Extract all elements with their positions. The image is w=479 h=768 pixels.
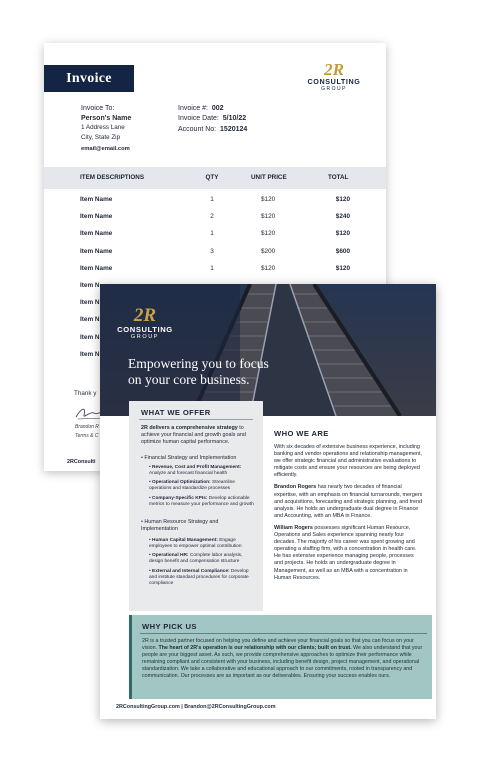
row-unit: $120 <box>261 213 276 221</box>
who-title: WHO WE ARE <box>274 429 329 438</box>
flyer-footer-contact[interactable]: 2RConsultingGroup.com | Brandon@2RConsultingGroup.com <box>116 704 276 710</box>
table-row <box>44 260 386 277</box>
row-qty: 3 <box>210 247 214 255</box>
table-row <box>44 243 386 260</box>
account-label: Account No: <box>178 125 217 133</box>
hero-headline <box>128 356 328 388</box>
who-paragraph-1: With six decades of extensive business experience, including banking and vendor operations and relationship management, we offer strategic financial and administrative evaluations to mitigate costs and ensure your resources are being deployed efficiently. <box>274 444 423 479</box>
row-qty: 1 <box>210 196 214 203</box>
person-name: Person's Name <box>81 114 132 122</box>
row-total: $600 <box>335 247 350 255</box>
list-item: • Human Capital Management: Engage employees to empower optimal contribution <box>149 538 242 550</box>
table-header <box>44 167 386 189</box>
why-paragraph: 2R is a trusted partner focused on helping you define and achieve your financial goals so that you can focus on your vision. The heart of 2R's operation is our relationship with our clients; built on trust. We also understand that your people are your biggest asset. As such, we provide comprehensive approaches to optimize their performance while remaining compliant and consistent with your business, including benefit design, project management, and operational standardization. We take a collaborative and educational approach to our commitments, rooted in transparency and communication. Our processes are as important as our deliverables. Ensuring your success enables ours. <box>142 638 423 679</box>
who-we-are-section <box>274 429 424 587</box>
row-desc: Item N <box>80 316 100 324</box>
offer-group-1-list <box>149 465 255 511</box>
signer-name: Brandon R <box>75 424 99 430</box>
offer-intro-rest: to achieve your financial and growth goals and optimize human capital performance. <box>141 425 246 446</box>
invoice-date-label: Invoice Date: <box>178 115 219 123</box>
logo-name: CONSULTING <box>307 77 361 86</box>
row-desc: Item N <box>80 299 100 307</box>
row-desc: Item Name <box>80 247 113 255</box>
email-address: email@email.com <box>81 146 130 152</box>
header-unit: UNIT PRICE <box>251 174 287 181</box>
address-line-2: City, State Zip <box>81 133 121 141</box>
terms-text: Terms & C <box>75 433 99 439</box>
row-unit: $120 <box>261 264 276 272</box>
row-desc: Item N <box>80 281 100 289</box>
list-item: • External and Internal Compliance: Develop and institute standard procedures for corporate compliance <box>149 568 249 586</box>
invoice-title: Invoice <box>44 65 134 92</box>
header-qty: QTY <box>205 174 219 181</box>
row-total: $120 <box>335 196 350 203</box>
invoice-to-block <box>81 104 131 155</box>
invoice-date-value: 5/10/22 <box>222 115 247 123</box>
offer-group-1: • Financial Strategy and Implementation <box>141 455 237 461</box>
row-qty: 1 <box>210 264 214 272</box>
list-item: • Company-Specific KPIs: Develop actionable metrics to measure your performance and growth <box>149 495 254 507</box>
who-paragraph-2: Brandon Rogers has nearly two decades of financial expertise, with an emphasis on financial turnarounds, mergers and acquisitions, forecasting and strategic planning, and trend analysis. He holds an undergraduate dual degree in Finance and Accounting, with an MBA in Finance. <box>274 484 423 519</box>
flyer-page <box>100 284 436 719</box>
thank-you-text: Thank y <box>74 390 97 397</box>
who-paragraph-3: William Rogers possesses significant Human Resource, Operations and Sales experience spanning nearly four decades. The majority of his career was spent growing and operating a staffing firm, with a concentration in health care. He has extensive experience managing people, processes and projects. He holds an undergraduate degree in Management, as well as an MBA with a concentration in Human Resources. <box>274 524 417 581</box>
logo-sub: GROUP <box>321 86 347 92</box>
list-item: • Operational HR: Complete labor analysis, design benefit and compensation structure <box>149 553 243 565</box>
table-row <box>44 225 386 242</box>
invoice-number-value: 002 <box>211 105 224 112</box>
offer-group-2: • Human Resource Strategy and Implementation <box>141 519 219 532</box>
invoice-logo <box>305 61 363 92</box>
logo-mark: 2R <box>324 60 344 79</box>
invoice-to-label: Invoice To: <box>81 105 115 112</box>
row-desc: Item Name <box>80 264 113 272</box>
invoice-number-label: Invoice #: <box>178 105 208 112</box>
row-total: $120 <box>335 264 350 272</box>
row-total: $240 <box>335 213 350 221</box>
row-qty: 1 <box>210 230 214 238</box>
row-unit: $200 <box>261 247 276 255</box>
row-unit: $120 <box>261 196 276 203</box>
offer-intro <box>141 425 253 446</box>
headline-line-1: Empowering you to focus <box>128 356 269 371</box>
row-desc: Item Name <box>80 196 113 203</box>
divider <box>140 633 427 634</box>
offer-group-2-list <box>149 538 255 590</box>
row-desc: Item Name <box>80 230 113 238</box>
row-total: $120 <box>335 230 350 238</box>
list-item: • Revenue, Cost and Profit Management: Analyze and forecast financial health <box>149 465 242 477</box>
hero-image <box>100 284 436 416</box>
row-desc: Item N <box>80 350 100 358</box>
table-row <box>44 191 386 208</box>
escalator-illustration <box>100 284 436 416</box>
headline-line-2: on your core business. <box>128 372 250 387</box>
offer-title: WHAT WE OFFER <box>141 408 211 417</box>
row-unit: $120 <box>261 230 276 238</box>
why-title: WHY PICK US <box>142 622 197 631</box>
list-item: • Operational Optimization: Streamline operations and standardize processes <box>149 480 235 492</box>
table-row <box>44 208 386 225</box>
divider <box>139 419 253 420</box>
flyer-logo <box>114 306 176 341</box>
invoice-website: 2RConsulti <box>67 459 96 465</box>
logo-sub: GROUP <box>130 334 160 340</box>
row-desc: Item N <box>80 333 100 341</box>
header-total: TOTAL <box>328 174 349 181</box>
address-line-1: 1 Address Lane <box>81 124 125 131</box>
what-we-offer-panel <box>129 401 263 611</box>
invoice-meta <box>178 104 247 135</box>
header-desc: ITEM DESCRIPTIONS <box>80 174 145 181</box>
why-pick-us-panel <box>129 615 432 699</box>
account-value: 1520124 <box>220 125 248 133</box>
logo-mark: 2R <box>133 305 157 326</box>
logo-name: CONSULTING <box>117 325 173 334</box>
offer-intro-bold: 2R delivers a comprehensive strategy <box>141 425 238 431</box>
row-qty: 2 <box>210 213 214 221</box>
row-desc: Item Name <box>80 213 113 221</box>
